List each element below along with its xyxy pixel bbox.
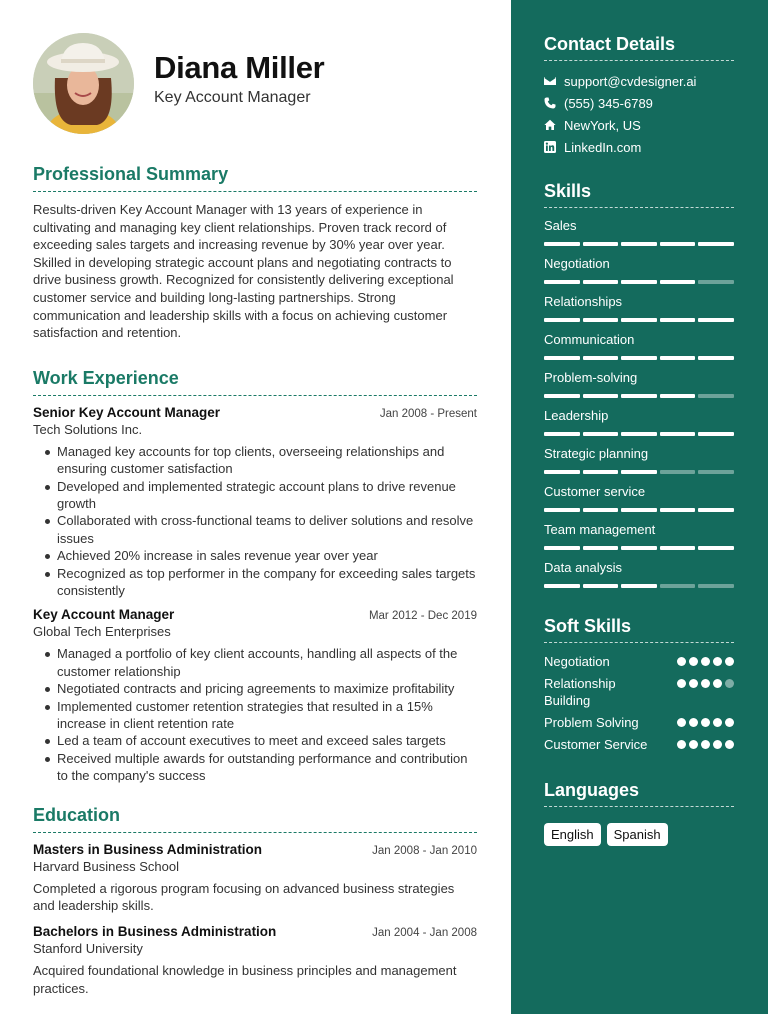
job-company: Tech Solutions Inc. xyxy=(33,421,143,437)
job-bullets xyxy=(33,645,477,784)
skill-name: Strategic planning xyxy=(544,446,649,461)
job-date: Jan 2008 - Present xyxy=(379,407,477,420)
skill-level-bar xyxy=(544,242,734,246)
skill-name: Customer service xyxy=(544,484,646,499)
skill-level-segment xyxy=(660,546,696,550)
rating-dot xyxy=(701,679,710,688)
skill-level-segment xyxy=(660,470,696,474)
skill-level-segment xyxy=(583,546,619,550)
skill-level-segment xyxy=(698,242,734,246)
soft-skills-title: Soft Skills xyxy=(544,616,734,643)
job-bullet: Managed key accounts for top clients, overseeing relationships and ensuring customer satisfaction xyxy=(43,443,477,478)
education-description: Completed a rigorous program focusing on advanced business strategies and leadership skills. xyxy=(33,880,455,914)
skill-level-segment xyxy=(621,242,657,246)
skill-item xyxy=(544,332,734,360)
contact-phone[interactable] xyxy=(544,92,734,114)
rating-dot xyxy=(701,657,710,666)
school-name: Harvard Business School xyxy=(33,858,179,874)
job-bullet: Negotiated contracts and pricing agreements to maximize profitability xyxy=(43,680,477,697)
skill-name: Leadership xyxy=(544,408,609,423)
skill-item xyxy=(544,522,734,550)
skill-level-segment xyxy=(583,242,619,246)
contact-email[interactable] xyxy=(544,70,734,92)
skill-item xyxy=(544,408,734,436)
education-list xyxy=(33,842,477,998)
summary-title: Professional Summary xyxy=(33,164,477,192)
skill-level-segment xyxy=(660,280,696,284)
rating-dot xyxy=(677,679,686,688)
skill-level-segment xyxy=(621,546,657,550)
skill-item xyxy=(544,560,734,588)
job-bullet: Achieved 20% increase in sales revenue year over year xyxy=(43,547,477,564)
job-date: Mar 2012 - Dec 2019 xyxy=(368,610,477,623)
soft-skill-rating xyxy=(677,679,734,688)
skill-level-segment xyxy=(544,394,580,398)
skill-item xyxy=(544,370,734,398)
skill-level-segment xyxy=(583,508,619,512)
skill-level-segment xyxy=(660,318,696,322)
skill-level-segment xyxy=(621,584,657,588)
skill-name: Relationships xyxy=(544,294,623,309)
soft-skill-name: Customer Service xyxy=(544,737,648,752)
skill-level-segment xyxy=(583,470,619,474)
skill-level-segment xyxy=(621,280,657,284)
skill-level-segment xyxy=(621,356,657,360)
email-icon xyxy=(544,75,564,87)
education-date: Jan 2004 - Jan 2008 xyxy=(372,927,477,940)
rating-dot xyxy=(713,679,722,688)
education-title: Education xyxy=(33,805,477,833)
skill-level-segment xyxy=(621,432,657,436)
skill-level-segment xyxy=(698,432,734,436)
skill-level-segment xyxy=(660,242,696,246)
education-header xyxy=(33,842,477,857)
rating-dot xyxy=(713,718,722,727)
education-header xyxy=(33,924,477,939)
rating-dot xyxy=(701,740,710,749)
skill-level-segment xyxy=(583,432,619,436)
skill-name: Sales xyxy=(544,218,577,233)
job-bullet: Developed and implemented strategic account plans to drive revenue growth xyxy=(43,478,477,513)
skill-level-bar xyxy=(544,508,734,512)
skill-level-segment xyxy=(698,584,734,588)
skill-level-segment xyxy=(544,470,580,474)
candidate-role: Key Account Manager xyxy=(154,89,311,106)
job-entry xyxy=(33,405,477,600)
job-bullet: Managed a portfolio of key client accounts, handling all aspects of the customer relationship xyxy=(43,645,477,680)
soft-skill-item xyxy=(544,714,734,731)
soft-skill-list xyxy=(544,653,734,753)
skill-level-segment xyxy=(544,356,580,360)
skill-level-segment xyxy=(698,508,734,512)
skill-level-segment xyxy=(583,318,619,322)
profile-photo xyxy=(33,33,134,134)
skill-level-bar xyxy=(544,394,734,398)
soft-skill-name: Relationship Building xyxy=(544,676,616,708)
skill-level-bar xyxy=(544,356,734,360)
rating-dot xyxy=(689,679,698,688)
skill-level-segment xyxy=(621,394,657,398)
language-badge: Spanish xyxy=(607,823,668,846)
rating-dot xyxy=(677,657,686,666)
job-header xyxy=(33,405,477,420)
education-description: Acquired foundational knowledge in business principles and management practices. xyxy=(33,963,457,996)
skill-item xyxy=(544,256,734,284)
skill-level-segment xyxy=(660,432,696,436)
skill-level-segment xyxy=(621,318,657,322)
summary-section xyxy=(33,164,477,342)
skill-level-bar xyxy=(544,432,734,436)
rating-dot xyxy=(713,657,722,666)
skill-name: Problem-solving xyxy=(544,370,638,385)
soft-skill-item xyxy=(544,736,734,753)
skill-level-segment xyxy=(698,470,734,474)
resume-header xyxy=(33,0,477,150)
skill-level-bar xyxy=(544,584,734,588)
soft-skill-rating xyxy=(677,718,734,727)
skill-name: Data analysis xyxy=(544,560,623,575)
language-badge: English xyxy=(544,823,601,846)
skill-item xyxy=(544,294,734,322)
contact-linkedin-text: LinkedIn.com xyxy=(564,139,642,155)
soft-skill-rating xyxy=(677,657,734,666)
skill-list xyxy=(544,218,734,588)
job-bullet: Recognized as top performer in the company for exceeding sales targets consistently xyxy=(43,565,477,600)
rating-dot xyxy=(725,718,734,727)
skill-level-segment xyxy=(698,546,734,550)
job-bullet: Collaborated with cross-functional teams to deliver solutions and resolve issues xyxy=(43,512,477,547)
degree-title: Masters in Business Administration xyxy=(33,841,263,857)
skill-item xyxy=(544,218,734,246)
skill-name: Communication xyxy=(544,332,635,347)
skill-level-segment xyxy=(544,280,580,284)
contact-section xyxy=(544,34,734,158)
skills-section xyxy=(544,181,734,588)
skill-level-segment xyxy=(544,318,580,322)
soft-skill-name: Negotiation xyxy=(544,654,610,669)
languages-title: Languages xyxy=(544,780,734,807)
skill-level-bar xyxy=(544,280,734,284)
education-entry xyxy=(33,924,477,997)
job-bullet: Led a team of account executives to meet and exceed sales targets xyxy=(43,732,477,749)
job-title: Key Account Manager xyxy=(33,607,175,623)
skill-level-segment xyxy=(660,394,696,398)
contact-linkedin[interactable] xyxy=(544,136,734,158)
skill-level-segment xyxy=(583,584,619,588)
skill-level-segment xyxy=(544,508,580,512)
skill-level-segment xyxy=(660,508,696,512)
rating-dot xyxy=(725,657,734,666)
job-list xyxy=(33,405,477,785)
experience-section xyxy=(33,368,477,785)
skill-item xyxy=(544,484,734,512)
job-header xyxy=(33,607,477,622)
rating-dot xyxy=(689,740,698,749)
skill-level-segment xyxy=(583,356,619,360)
skill-name: Negotiation xyxy=(544,256,610,271)
job-bullets xyxy=(33,443,477,600)
contact-title: Contact Details xyxy=(544,34,734,61)
languages-section xyxy=(544,780,734,846)
skill-level-segment xyxy=(544,242,580,246)
phone-icon xyxy=(544,97,564,109)
education-date: Jan 2008 - Jan 2010 xyxy=(372,844,477,857)
skill-level-bar xyxy=(544,470,734,474)
soft-skill-name: Problem Solving xyxy=(544,715,639,730)
skill-name: Team management xyxy=(544,522,656,537)
soft-skill-item xyxy=(544,653,734,670)
linkedin-icon xyxy=(544,141,564,153)
job-bullet: Implemented customer retention strategies that resulted in a 15% increase in client retention rate xyxy=(43,698,477,733)
language-list xyxy=(544,823,734,846)
rating-dot xyxy=(725,679,734,688)
rating-dot xyxy=(689,657,698,666)
skill-level-segment xyxy=(660,584,696,588)
skill-level-bar xyxy=(544,318,734,322)
experience-title: Work Experience xyxy=(33,368,477,396)
soft-skill-item xyxy=(544,675,734,709)
rating-dot xyxy=(725,740,734,749)
contact-phone-text: (555) 345-6789 xyxy=(564,95,653,111)
summary-text: Results-driven Key Account Manager with 13 years of experience in cultivating and managing key client relationships. Proven track record of exceeding sales targets and increasing revenue by 30% year over year. Skilled in developing strategic account plans and negotiating contracts to drive business growth. Recognized for consistently delivering exceptional customer service and building long-lasting partnerships. Strong communication and leadership skills with a focus on achieving customer satisfaction and retention. xyxy=(33,202,454,341)
degree-title: Bachelors in Business Administration xyxy=(33,924,277,940)
rating-dot xyxy=(677,718,686,727)
job-company: Global Tech Enterprises xyxy=(33,624,171,640)
skill-level-segment xyxy=(698,394,734,398)
avatar xyxy=(33,33,134,134)
skill-level-segment xyxy=(544,432,580,436)
rating-dot xyxy=(689,718,698,727)
skill-level-segment xyxy=(621,470,657,474)
education-section xyxy=(33,805,477,998)
contact-location xyxy=(544,114,734,136)
job-title: Senior Key Account Manager xyxy=(33,404,221,420)
job-entry xyxy=(33,607,477,784)
education-entry xyxy=(33,842,477,915)
skill-level-segment xyxy=(544,584,580,588)
contact-location-text: NewYork, US xyxy=(564,117,641,133)
soft-skills-section xyxy=(544,616,734,753)
rating-dot xyxy=(701,718,710,727)
skill-level-segment xyxy=(660,356,696,360)
rating-dot xyxy=(713,740,722,749)
skill-level-segment xyxy=(583,394,619,398)
skills-title: Skills xyxy=(544,181,734,208)
skill-level-segment xyxy=(698,356,734,360)
school-name: Stanford University xyxy=(33,941,143,957)
candidate-name: Diana Miller xyxy=(154,50,325,85)
skill-level-segment xyxy=(583,280,619,284)
home-icon xyxy=(544,119,564,131)
skill-level-segment xyxy=(698,280,734,284)
job-bullet: Received multiple awards for outstanding performance and contribution to the company's success xyxy=(43,750,477,785)
skill-level-segment xyxy=(621,508,657,512)
rating-dot xyxy=(677,740,686,749)
sidebar xyxy=(511,0,768,1014)
skill-level-segment xyxy=(544,546,580,550)
skill-item xyxy=(544,446,734,474)
soft-skill-rating xyxy=(677,740,734,749)
skill-level-bar xyxy=(544,546,734,550)
skill-level-segment xyxy=(698,318,734,322)
contact-email-text: support@cvdesigner.ai xyxy=(564,73,697,89)
